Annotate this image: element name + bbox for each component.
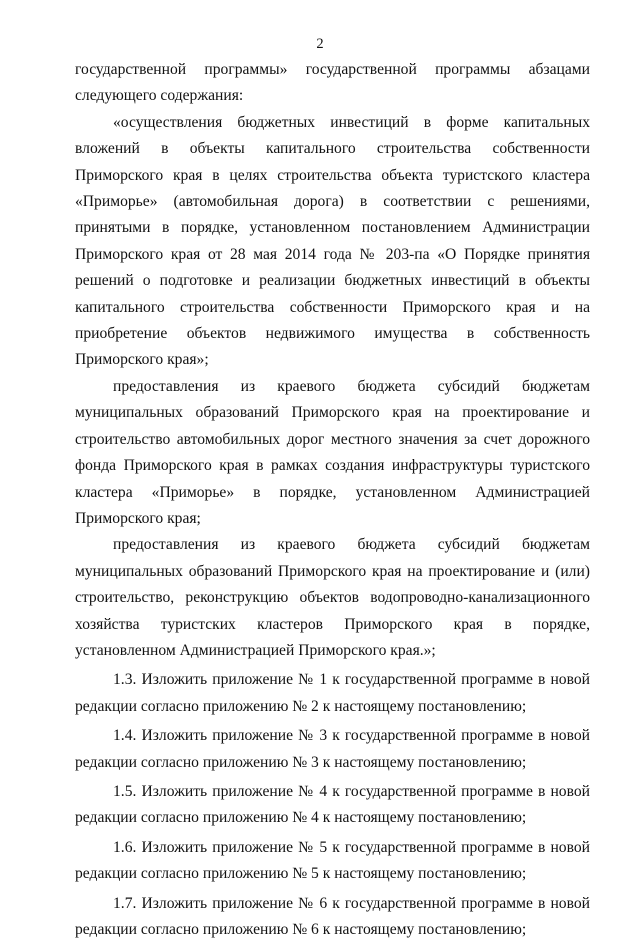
page-number: 2 <box>316 36 324 52</box>
paragraph-item-1-7: 1.7. Изложить приложение № 6 к государственной программе в новой редакции согласно приложению № 6 к настоящему постановлению; <box>75 894 590 938</box>
paragraph-water-subsidies: предоставления из краевого бюджета субсидий бюджетам муниципальных образований Приморского края на проектирование и (или) строительство, реконструкцию объектов водопроводно-канализационного хозяйства туристских кластеров Приморского края в порядке, установленном Администрацией Приморского края.»; <box>75 536 590 659</box>
paragraph-intro: государственной программы» государственной программы абзацами следующего содержания: <box>75 61 590 105</box>
paragraph-item-1-5: 1.5. Изложить приложение № 4 к государственной программе в новой редакции согласно приложению № 4 к настоящему постановлению; <box>75 782 590 827</box>
paragraph-item-1-4: 1.4. Изложить приложение № 3 к государственной программе в новой редакции согласно приложению № 3 к настоящему постановлению; <box>75 727 590 771</box>
paragraph-item-1-3: 1.3. Изложить приложение № 1 к государственной программе в новой редакции согласно приложению № 2 к настоящему постановлению; <box>75 671 590 715</box>
paragraph-road-subsidies: предоставления из краевого бюджета субсидий бюджетам муниципальных образований Приморского края на проектирование и строительство автомобильных дорог местного значения за счет дорожного фонда Приморского края в рамках создания инфраструктуры туристского кластера «Приморье» в порядке, установленном Администрацией Приморского края; <box>75 377 590 527</box>
document-body <box>75 57 590 943</box>
paragraph-item-1-6: 1.6. Изложить приложение № 5 к государственной программе в новой редакции согласно приложению № 5 к настоящему постановлению; <box>75 838 590 883</box>
paragraph-budget-investments: «осуществления бюджетных инвестиций в форме капитальных вложений в объекты капитального строительства собственности Приморского края в целях строительства объекта туристского кластера «Приморье» (автомобильная дорога) в соответствии с решениями, принятыми в порядке, установленном постановлением Администрации Приморского края от 28 мая 2014 года № 203-па «О Порядке принятия решений о подготовке и реализации бюджетных инвестиций в объекты капитального строительства собственности Приморского края и на приобретение объектов недвижимого имущества в собственность Приморского края»; <box>75 113 590 369</box>
